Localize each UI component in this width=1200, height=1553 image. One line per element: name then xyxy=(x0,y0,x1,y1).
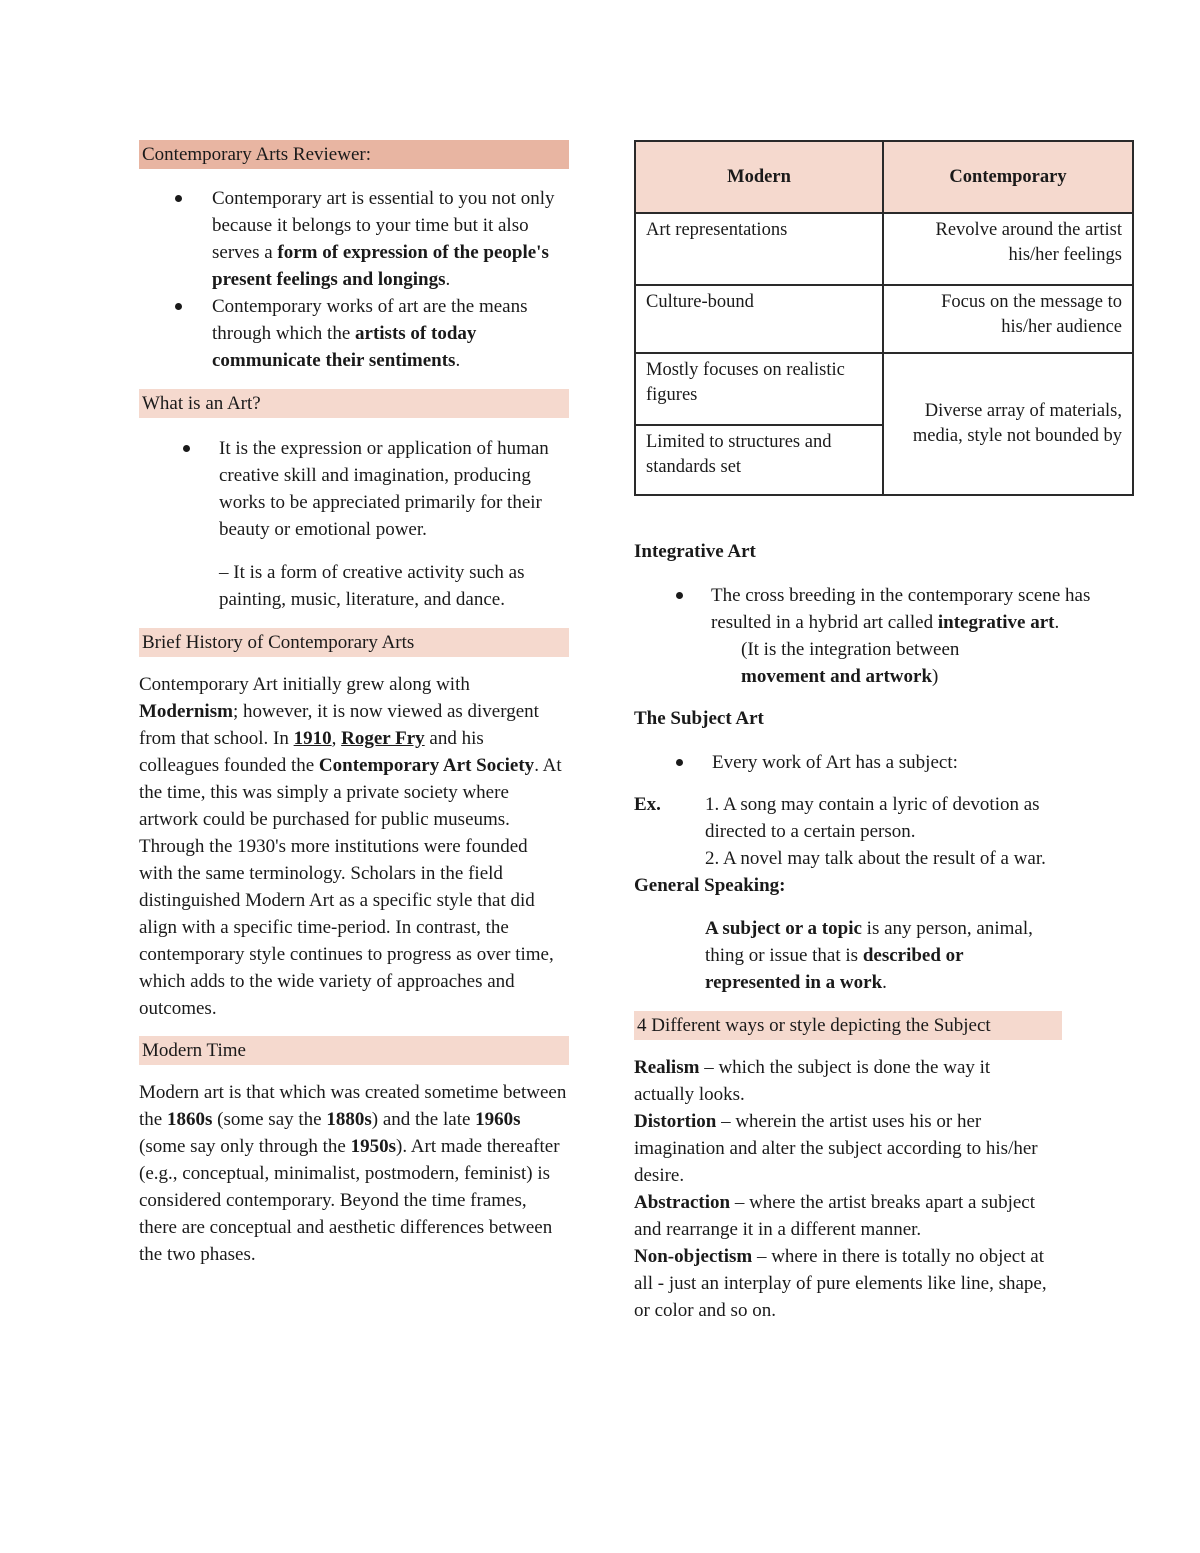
ways-list xyxy=(634,1054,1134,1324)
bullet-icon xyxy=(676,759,683,766)
list-item: Non-objectism – where in there is totally no object at all - just an interplay of pure elements like line, shape, or color and so on. xyxy=(634,1246,1047,1321)
modern-title: Modern Time xyxy=(142,1040,246,1061)
list-item: It is the expression or application of human creative skill and imagination, producing works to be appreciated primarily for their beauty or emotional power. xyxy=(139,435,571,543)
example-2: 2. A novel may talk about the result of a war. xyxy=(705,848,1046,869)
list-item: Distortion – wherein the artist uses his or her imagination and alter the subject according to his/her desire. xyxy=(634,1111,1038,1186)
bullet-icon xyxy=(175,303,182,310)
what-list xyxy=(139,435,571,543)
table-cell: Art representations xyxy=(635,213,883,285)
comparison-table xyxy=(634,140,1134,496)
ways-header xyxy=(634,1011,1062,1040)
subject-list xyxy=(634,749,1134,776)
bullet-icon xyxy=(175,195,182,202)
table-header-contemporary: Contemporary xyxy=(883,141,1133,213)
ex-label: Ex. xyxy=(634,794,661,815)
list-item: Every work of Art has a subject: xyxy=(634,749,1134,776)
year-1910: 1910 xyxy=(293,728,332,749)
table-cell: Focus on the message to his/her audience xyxy=(883,285,1133,353)
list-item: Contemporary works of art are the means through which the artists of today communicate their sentiments. xyxy=(139,293,571,374)
reviewer-header xyxy=(139,140,569,169)
list-item: Realism – which the subject is done the way it actually looks. xyxy=(634,1057,991,1105)
history-header xyxy=(139,628,569,657)
subject-title: The Subject Art xyxy=(634,708,764,729)
bullet-icon xyxy=(183,445,190,452)
example-1: 1. A song may contain a lyric of devotion as directed to a certain person. xyxy=(705,794,1040,842)
reviewer-list xyxy=(139,185,571,374)
table-cell: Culture-bound xyxy=(635,285,883,353)
list-item: Contemporary art is essential to you not only because it belongs to your time but it also serves a form of expression of the people's present feelings and longings. xyxy=(139,185,571,293)
what-header xyxy=(139,389,569,418)
general-title: General Speaking: xyxy=(634,875,786,896)
integrative-list xyxy=(634,582,1134,690)
bullet-icon xyxy=(676,592,683,599)
list-item: Abstraction – where the artist breaks apart a subject and rearrange it in a different manner. xyxy=(634,1192,1035,1240)
integrative-note-2: movement and artwork) xyxy=(741,666,939,687)
reviewer-title: Contemporary Arts Reviewer: xyxy=(142,144,372,165)
list-item: The cross breeding in the contemporary scene has resulted in a hybrid art called integrative art. (It is the integration between movement and artwork) xyxy=(634,582,1134,690)
what-extra: – It is a form of creative activity such as painting, music, literature, and dance. xyxy=(219,562,525,610)
right-column xyxy=(634,140,1134,1324)
left-column xyxy=(139,140,571,1268)
table-header-modern: Modern xyxy=(635,141,883,213)
integrative-title: Integrative Art xyxy=(634,541,756,562)
modern-paragraph: Modern art is that which was created sometime between the 1860s (some say the 1880s) and the late 1960s (some say only through the 1950s). Art made thereafter (e.g., conceptual, minimalist, postmodern, feminist) is considered contemporary. Beyond the time frames, there are conceptual and aesthetic differences between the two phases. xyxy=(139,1082,567,1265)
table-cell: Revolve around the artist his/her feelings xyxy=(883,213,1133,285)
roger-fry: Roger Fry xyxy=(341,728,425,749)
history-paragraph: Contemporary Art initially grew along with Modernism; however, it is now viewed as divergent from that school. In 1910, Roger Fry and his colleagues founded the Contemporary Art Society. At the time, this was simply a private society where artwork could be purchased for public museums. Through the 1930's more institutions were founded with the same terminology. Scholars in the field distinguished Modern Art as a specific style that did align with a specific time-period. In contrast, the contemporary style continues to progress as over time, which adds to the wide variety of approaches and outcomes. xyxy=(139,674,562,1019)
table-cell: Mostly focuses on realistic figures xyxy=(635,353,883,425)
general-paragraph: A subject or a topic is any person, animal, thing or issue that is described or represented in a work. xyxy=(705,918,1033,993)
ways-title: 4 Different ways or style depicting the Subject xyxy=(637,1015,991,1036)
examples-block xyxy=(634,791,1134,872)
table-cell: Diverse array of materials, media, style not bounded by xyxy=(883,353,1133,495)
integrative-note: (It is the integration between xyxy=(741,639,960,660)
table-cell: Limited to structures and standards set xyxy=(635,425,883,495)
history-title: Brief History of Contemporary Arts xyxy=(142,632,415,653)
what-title: What is an Art? xyxy=(142,393,261,414)
modern-header xyxy=(139,1036,569,1065)
